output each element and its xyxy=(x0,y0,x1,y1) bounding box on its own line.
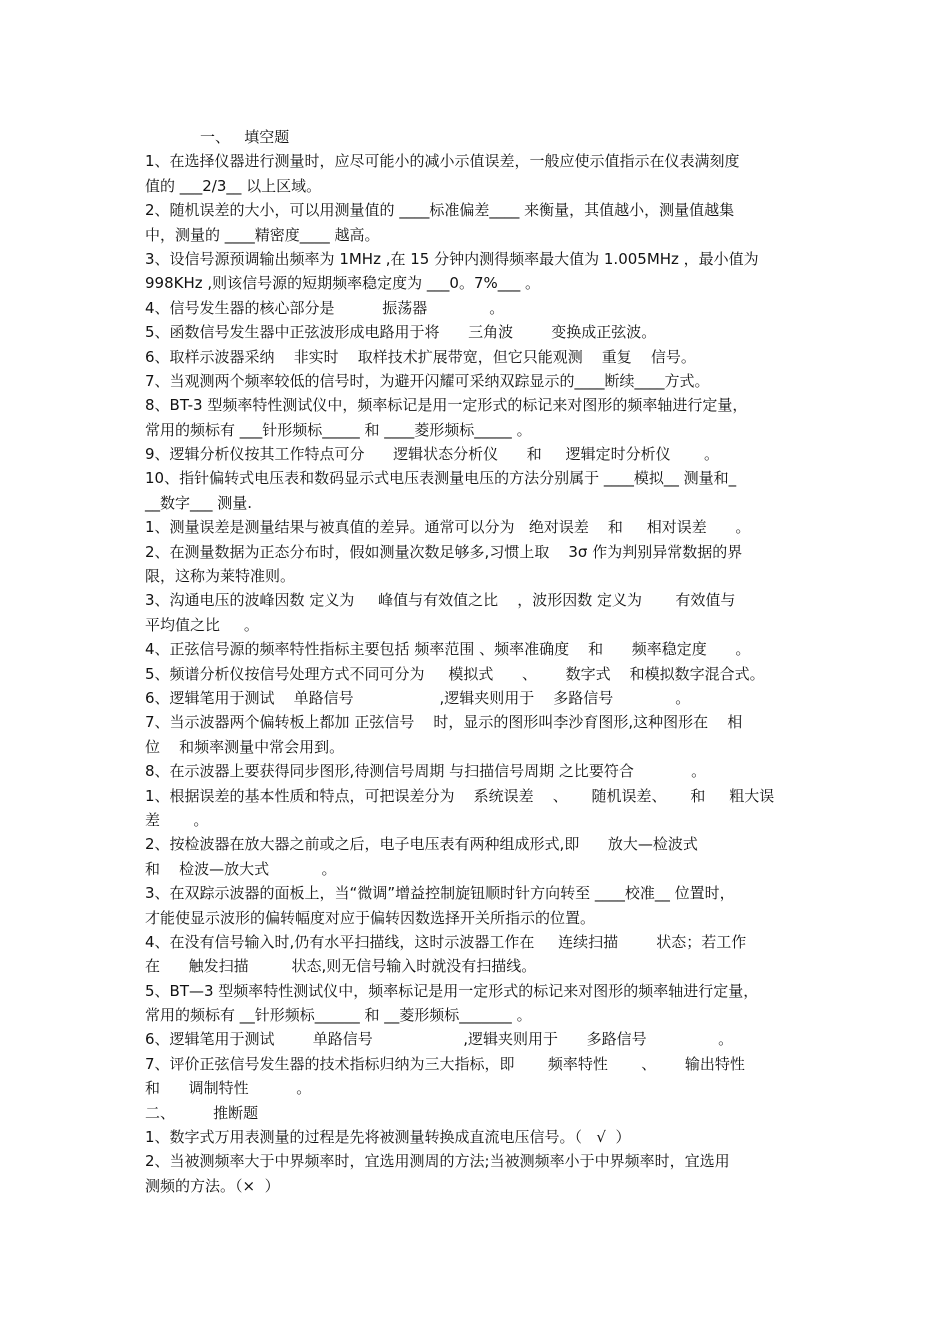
text-line: 998KHz ,则该信号源的短期频率稳定度为 ___0。7%___ 。 xyxy=(145,274,541,293)
text-line: 二、 推断题 xyxy=(145,1103,259,1122)
text-line: 3、在双踪示波器的面板上，当“微调”增益控制旋钮顺时针方向转至 ____校准__ 位置时， xyxy=(145,884,735,903)
text-line: __数字___ 测量. xyxy=(145,493,253,512)
text-line: 3、沟通电压的波峰因数 定义为 峰值与有效值之比 ，波形因数 定义为 有效值与 xyxy=(145,591,736,610)
text-line: 1、数字式万用表测量的过程是先将被测量转换成直流电压信号。（ √ ） xyxy=(145,1128,631,1147)
text-line: 4、正弦信号源的频率特性指标主要包括 频率范围 、频率准确度 和 频率稳定度 。 xyxy=(145,640,751,659)
text-line: 差 。 xyxy=(145,810,209,829)
text-line: 6、逻辑笔用于测试 单路信号 ,逻辑夹则用于 多路信号 。 xyxy=(145,1030,734,1049)
text-line: 常用的频标有 __针形频标______ 和 __菱形频标_______ 。 xyxy=(145,1006,532,1025)
text-line: 8、在示波器上要获得同步图形,待测信号周期 与扫描信号周期 之比要符合 。 xyxy=(145,762,707,781)
text-line: 2、在测量数据为正态分布时，假如测量次数足够多,习惯上取 3σ 作为判别异常数据的界 xyxy=(145,542,743,561)
text-line: 在 触发扫描 状态,则无信号输入时就没有扫描线。 xyxy=(145,957,537,976)
text-line: 2、当被测频率大于中界频率时，宜选用测周的方法;当被测频率小于中界频率时，宜选用 xyxy=(145,1152,730,1171)
text-line: 1、根据误差的基本性质和特点，可把误差分为 系统误差 、 随机误差、 和 粗大误 xyxy=(145,786,775,805)
text-line: 10、指针偏转式电压表和数码显示式电压表测量电压的方法分别属于 ____模拟__ 测量和_ xyxy=(145,469,737,488)
text-line: 1、测量误差是测量结果与被真值的差异。通常可以分为 绝对误差 和 相对误差 。 xyxy=(145,518,751,537)
text-line: 7、当观测两个频率较低的信号时，为避开闪耀可采纳双踪显示的____断续____方式。 xyxy=(145,371,710,390)
text-line: 才能使显示波形的偏转幅度对应于偏转因数选择开关所指示的位置。 xyxy=(145,908,596,927)
text-line: 7、评价正弦信号发生器的技术指标归纳为三大指标，即 频率特性 、 输出特性 xyxy=(145,1054,745,1073)
text-line: 限，这称为莱特准则。 xyxy=(145,567,296,586)
text-line: 常用的频标有 ___针形频标_____ 和 ____菱形频标_____ 。 xyxy=(145,420,532,439)
text-line: 6、取样示波器采纳 非实时 取样技术扩展带宽，但它只能观测 重复 信号。 xyxy=(145,347,696,366)
text-line: 2、随机误差的大小，可以用测量值的 ____标准偏差____ 来衡量，其值越小，测量值越集 xyxy=(145,201,735,220)
text-line: 6、逻辑笔用于测试 单路信号 ,逻辑夹则用于 多路信号 。 xyxy=(145,688,691,707)
text-line: 位 和频率测量中常会用到。 xyxy=(145,737,345,756)
section-heading: 一、 填空题 xyxy=(200,128,290,146)
text-line: 3、设信号源预调输出频率为 1MHz ,在 15 分钟内测得频率最大值为 1.005MHz ，最小值为 xyxy=(145,249,759,268)
text-line: 2、按检波器在放大器之前或之后，电子电压表有两种组成形式,即 放大—检波式 xyxy=(145,835,698,854)
text-line: 平均值之比 。 xyxy=(145,615,259,634)
text-line: 7、当示波器两个偏转板上都加 正弦信号 时，显示的图形叫李沙育图形,这种图形在 相 xyxy=(145,713,743,732)
text-line: 4、在没有信号输入时,仍有水平扫描线，这时示波器工作在 连续扫描 状态；若工作 xyxy=(145,932,747,951)
text-line: 9、逻辑分析仪按其工作特点可分 逻辑状态分析仪 和 逻辑定时分析仪 。 xyxy=(145,445,719,464)
text-line: 和 调制特性 。 xyxy=(145,1079,312,1098)
text-line: 值的 ___2/3__ 以上区域。 xyxy=(145,176,322,195)
text-line: 5、BT—3 型频率特性测试仪中，频率标记是用一定形式的标记来对图形的频率轴进行定量， xyxy=(145,981,759,1000)
text-line: 5、函数信号发生器中正弦波形成电路用于将 三角波 变换成正弦波。 xyxy=(145,323,657,342)
text-line: 测频的方法。（× ） xyxy=(145,1176,280,1195)
text-line: 8、BT-3 型频率特性测试仪中，频率标记是用一定形式的标记来对图形的频率轴进行定量， xyxy=(145,396,748,415)
text-line: 中，测量的 ____精密度____ 越高。 xyxy=(145,225,380,244)
document-body xyxy=(145,125,815,1198)
text-line: 4、信号发生器的核心部分是 振荡器 。 xyxy=(145,298,505,317)
text-line: 1、在选择仪器进行测量时，应尽可能小的减小示值误差，一般应使示值指示在仪表满刻度 xyxy=(145,152,740,171)
text-line: 5、频谱分析仪按信号处理方式不同可分为 模拟式 、 数字式 和模拟数字混合式。 xyxy=(145,664,765,683)
text-line: 和 检波—放大式 。 xyxy=(145,859,337,878)
